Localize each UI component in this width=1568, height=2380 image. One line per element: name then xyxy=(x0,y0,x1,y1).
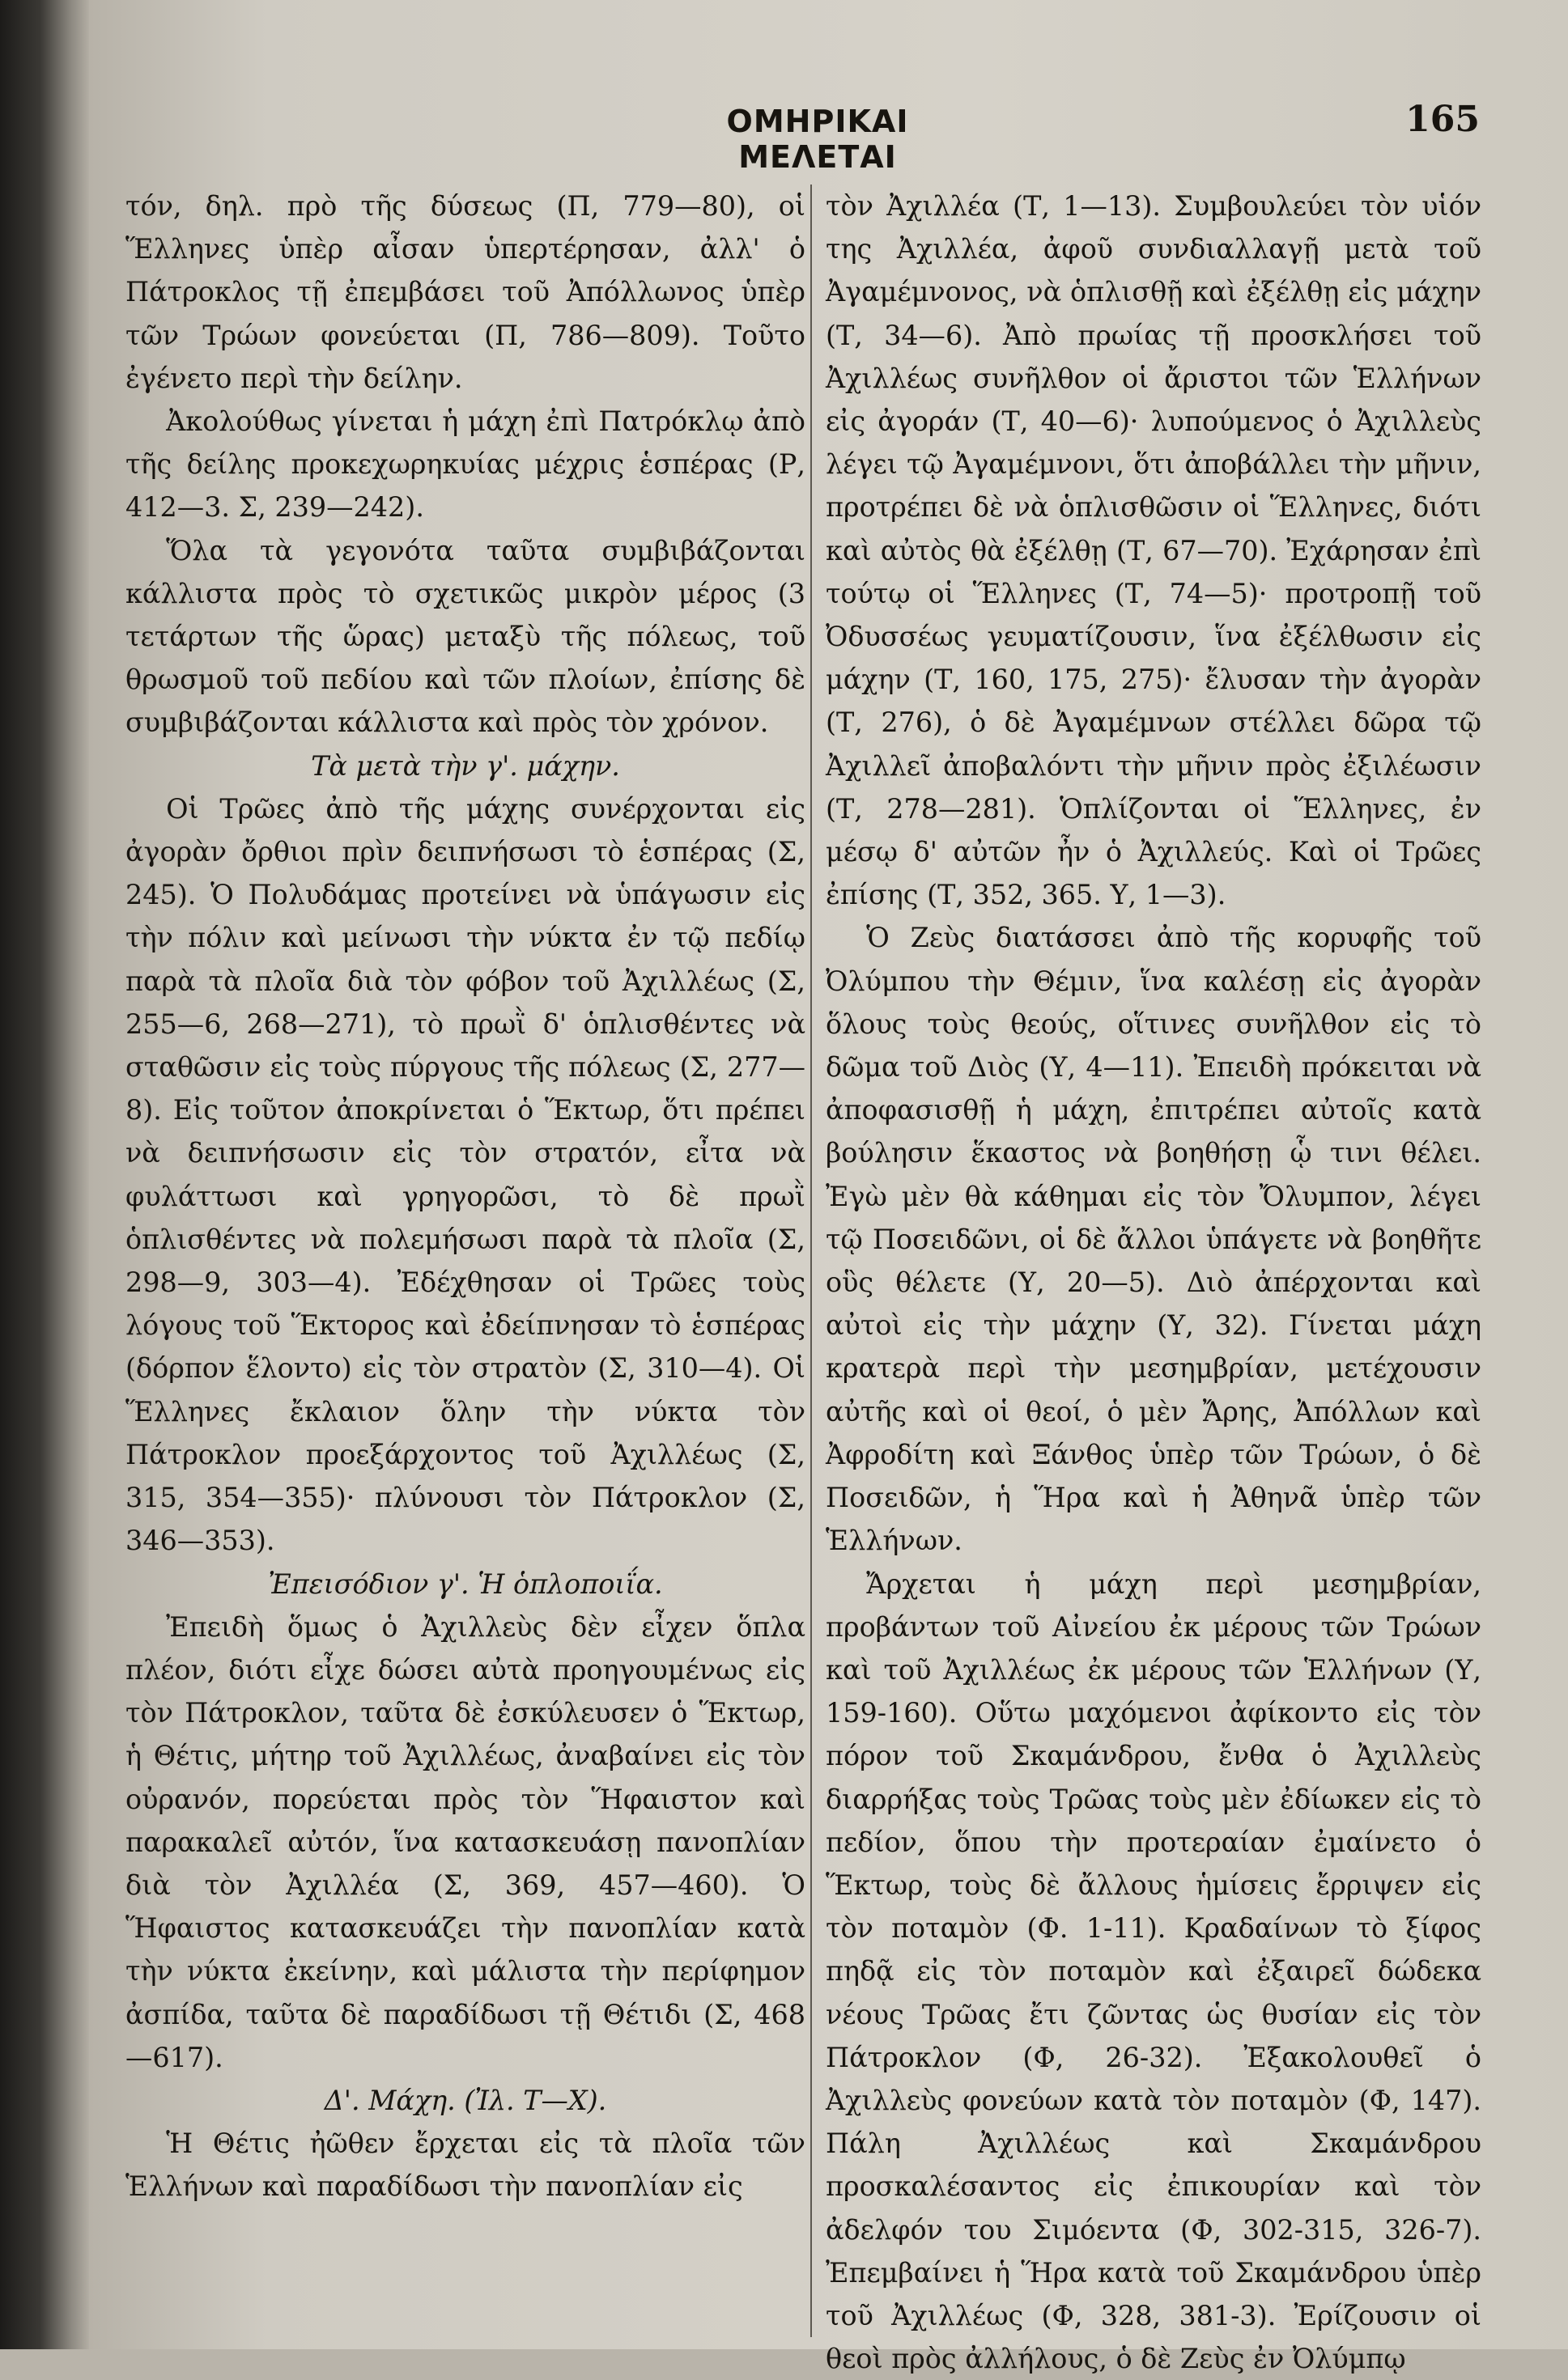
paragraph: Ὁ Ζεὺς διατάσσει ἀπὸ τῆς κορυφῆς τοῦ Ὀλύμπου τὴν Θέμιν, ἵνα καλέσῃ εἰς ἀγορὰν ὅλους τοὺς θεούς, οἵτινες συνῆλθον εἰς τὸ δῶμα τοῦ Διὸς (Υ, 4—11). Ἐπειδὴ πρόκειται νὰ ἀποφασισθῇ ἡ μάχη, ἐπιτρέπει αὐτοῖς κατὰ βούλησιν ἕκαστος νὰ βοηθήσῃ ᾧ τινι θέλει. Ἐγὼ μὲν θὰ κάθημαι εἰς τὸν Ὄλυμπον, λέγει τῷ Ποσειδῶνι, οἱ δὲ ἄλλοι ὑπάγετε νὰ βοηθῆτε οὓς θέλετε (Υ, 20—5). Διὸ ἀπέρχονται καὶ αὐτοὶ εἰς τὴν μάχην (Υ, 32). Γίνεται μάχη κρατερὰ περὶ τὴν μεσημβρίαν, μετέχουσιν αὐτῆς καὶ οἱ θεοί, ὁ μὲν Ἄρης, Ἀπόλλων καὶ Ἀφροδίτη καὶ Ξάνθος ὑπὲρ τῶν Τρώων, ὁ δὲ Ποσειδῶν, ἡ Ἥρα καὶ ἡ Ἀθηνᾶ ὑπὲρ τῶν Ἑλλήνων. xyxy=(826,916,1481,1562)
left-column xyxy=(125,185,805,2337)
section-heading: Ἐπεισόδιον γ'. Ἡ ὁπλοποιΐα. xyxy=(125,1563,805,1606)
section-heading: Δ'. Μάχη. (Ἰλ. Τ—Χ). xyxy=(125,2079,805,2122)
page-number: 165 xyxy=(1391,99,1480,140)
right-column xyxy=(826,185,1481,2337)
paragraph: Ἐπειδὴ ὅμως ὁ Ἀχιλλεὺς δὲν εἶχεν ὅπλα πλέον, διότι εἶχε δώσει αὐτὰ προηγουμένως εἰς τὸν Πάτροκλον, ταῦτα δὲ ἐσκύλευσεν ὁ Ἕκτωρ, ἡ Θέτις, μήτηρ τοῦ Ἀχιλλέως, ἀναβαίνει εἰς τὸν οὐρανόν, πορεύεται πρὸς τὸν Ἥφαιστον καὶ παρακαλεῖ αὐτόν, ἵνα κατασκευάσῃ πανοπλίαν διὰ τὸν Ἀχιλλέα (Σ, 369, 457—460). Ὁ Ἥφαιστος κατασκευάζει τὴν πανοπλίαν κατὰ τὴν νύκτα ἐκείνην, καὶ μάλιστα τὴν περίφημον ἀσπίδα, ταῦτα δὲ παραδίδωσι τῇ Θέτιδι (Σ, 468—617). xyxy=(125,1606,805,2079)
section-heading: Τὰ μετὰ τὴν γ'. μάχην. xyxy=(125,745,805,787)
paragraph: τόν, δηλ. πρὸ τῆς δύσεως (Π, 779—80), οἱ Ἕλληνες ὑπὲρ αἶσαν ὑπερτέρησαν, ἀλλ' ὁ Πάτροκλος τῇ ἐπεμβάσει τοῦ Ἀπόλλωνος ὑπὲρ τῶν Τρώων φονεύεται (Π, 786—809). Τοῦτο ἐγένετο περὶ τὴν δείλην. xyxy=(125,185,805,400)
paragraph: τὸν Ἀχιλλέα (Τ, 1—13). Συμβουλεύει τὸν υἱόν της Ἀχιλλέα, ἀφοῦ συνδιαλλαγῇ μετὰ τοῦ Ἀγαμέμνονος, νὰ ὁπλισθῇ καὶ ἐξέλθῃ εἰς μάχην (Τ, 34—6). Ἀπὸ πρωίας τῇ προσκλήσει τοῦ Ἀχιλλέως συνῆλθον οἱ ἄριστοι τῶν Ἑλλήνων εἰς ἀγοράν (Τ, 40—6)· λυπούμενος ὁ Ἀχιλλεὺς λέγει τῷ Ἀγαμέμνονι, ὅτι ἀποβάλλει τὴν μῆνιν, προτρέπει δὲ νὰ ὁπλισθῶσιν οἱ Ἕλληνες, διότι καὶ αὐτὸς θὰ ἐξέλθῃ (Τ, 67—70). Ἐχάρησαν ἐπὶ τούτῳ οἱ Ἕλληνες (Τ, 74—5)· προτροπῇ τοῦ Ὀδυσσέως γευματίζουσιν, ἵνα ἐξέλθωσιν εἰς μάχην (Τ, 160, 175, 275)· ἔλυσαν τὴν ἀγορὰν (Τ, 276), ὁ δὲ Ἀγαμέμνων στέλλει δῶρα τῷ Ἀχιλλεῖ ἀποβαλόντι τὴν μῆνιν πρὸς ἐξιλέωσιν (Τ, 278—281). Ὁπλίζονται οἱ Ἕλληνες, ἐν μέσῳ δ' αὐτῶν ἦν ὁ Ἀχιλλεύς. Καὶ οἱ Τρῶες ἐπίσης (Τ, 352, 365. Υ, 1—3). xyxy=(826,185,1481,916)
paragraph: Ὅλα τὰ γεγονότα ταῦτα συμβιβάζονται κάλλιστα πρὸς τὸ σχετικῶς μικρὸν μέρος (3 τετάρτων τῆς ὥρας) μεταξὺ τῆς πόλεως, τοῦ θρωσμοῦ τοῦ πεδίου καὶ τῶν πλοίων, ἐπίσης δὲ συμβιβάζονται κάλλιστα καὶ πρὸς τὸν χρόνον. xyxy=(125,529,805,745)
paragraph: Ἀκολούθως γίνεται ἡ μάχη ἐπὶ Πατρόκλῳ ἀπὸ τῆς δείλης προκεχωρηκυίας μέχρις ἑσπέρας (Ρ, 412—3. Σ, 239—242). xyxy=(125,400,805,529)
paragraph: Ἡ Θέτις ἠῶθεν ἔρχεται εἰς τὰ πλοῖα τῶν Ἑλλήνων καὶ παραδίδωσι τὴν πανοπλίαν εἰς xyxy=(125,2122,805,2208)
column-divider xyxy=(810,185,812,2337)
paragraph: Ἄρχεται ἡ μάχη περὶ μεσημβρίαν, προβάντων τοῦ Αἰνείου ἐκ μέρους τῶν Τρώων καὶ τοῦ Ἀχιλλέως ἐκ μέρους τῶν Ἑλλήνων (Υ, 159-160). Οὕτω μαχόμενοι ἀφίκοντο εἰς τὸν πόρον τοῦ Σκαμάνδρου, ἔνθα ὁ Ἀχιλλεὺς διαρρήξας τοὺς Τρῶας τοὺς μὲν ἐδίωκεν εἰς τὸ πεδίον, ὅπου τὴν προτεραίαν ἐμαίνετο ὁ Ἕκτωρ, τοὺς δὲ ἄλλους ἡμίσεις ἔρριψεν εἰς τὸν ποταμὸν (Φ. 1-11). Κραδαίνων τὸ ξίφος πηδᾷ εἰς τὸν ποταμὸν καὶ ἐξαιρεῖ δώδεκα νέους Τρῶας ἔτι ζῶντας ὡς θυσίαν εἰς τὸν Πάτροκλον (Φ, 26-32). Ἐξακολουθεῖ ὁ Ἀχιλλεὺς φονεύων κατὰ τὸν ποταμὸν (Φ, 147). Πάλη Ἀχιλλέως καὶ Σκαμάνδρου προσκαλέσαντος εἰς ἐπικουρίαν καὶ τὸν ἀδελφόν του Σιμόεντα (Φ, 302-315, 326-7). Ἐπεμβαίνει ἡ Ἥρα κατὰ τοῦ Σκαμάνδρου ὑπὲρ τοῦ Ἀχιλλέως (Φ, 328, 381-3). Ἐρίζουσιν οἱ θεοὶ πρὸς ἀλλήλους, ὁ δὲ Ζεὺς ἐν Ὀλύμπῳ xyxy=(826,1563,1481,2380)
book-gutter-shadow xyxy=(0,0,89,2349)
paragraph: Οἱ Τρῶες ἀπὸ τῆς μάχης συνέρχονται εἰς ἀγορὰν ὄρθιοι πρὶν δειπνήσωσι τὸ ἑσπέρας (Σ, 245). Ὁ Πολυδάμας προτείνει νὰ ὑπάγωσιν εἰς τὴν πόλιν καὶ μείνωσι τὴν νύκτα ἐν τῷ πεδίῳ παρὰ τὰ πλοῖα διὰ τὸν φόβον τοῦ Ἀχιλλέως (Σ, 255—6, 268—271), τὸ πρωῒ δ' ὁπλισθέντες νὰ σταθῶσιν εἰς τοὺς πύργους τῆς πόλεως (Σ, 277—8). Εἰς τοῦτον ἀποκρίνεται ὁ Ἕκτωρ, ὅτι πρέπει νὰ δειπνήσωσιν εἰς τὸν στρατόν, εἶτα νὰ φυλάττωσι καὶ γρηγορῶσι, τὸ δὲ πρωῒ ὁπλισθέντες νὰ πολεμήσωσι παρὰ τὰ πλοῖα (Σ, 298—9, 303—4). Ἐδέχθησαν οἱ Τρῶες τοὺς λόγους τοῦ Ἕκτορος καὶ ἐδείπνησαν τὸ ἑσπέρας (δόρπον ἕλοντο) εἰς τὸν στρατὸν (Σ, 310—4). Οἱ Ἕλληνες ἔκλαιον ὅλην τὴν νύκτα τὸν Πάτροκλον προεξάρχοντος τοῦ Ἀχιλλέως (Σ, 315, 354—355)· πλύνουσι τὸν Πάτροκλον (Σ, 346—353). xyxy=(125,787,805,1563)
running-title: ΟΜΗΡΙΚΑΙ ΜΕΛΕΤΑΙ xyxy=(656,104,979,175)
